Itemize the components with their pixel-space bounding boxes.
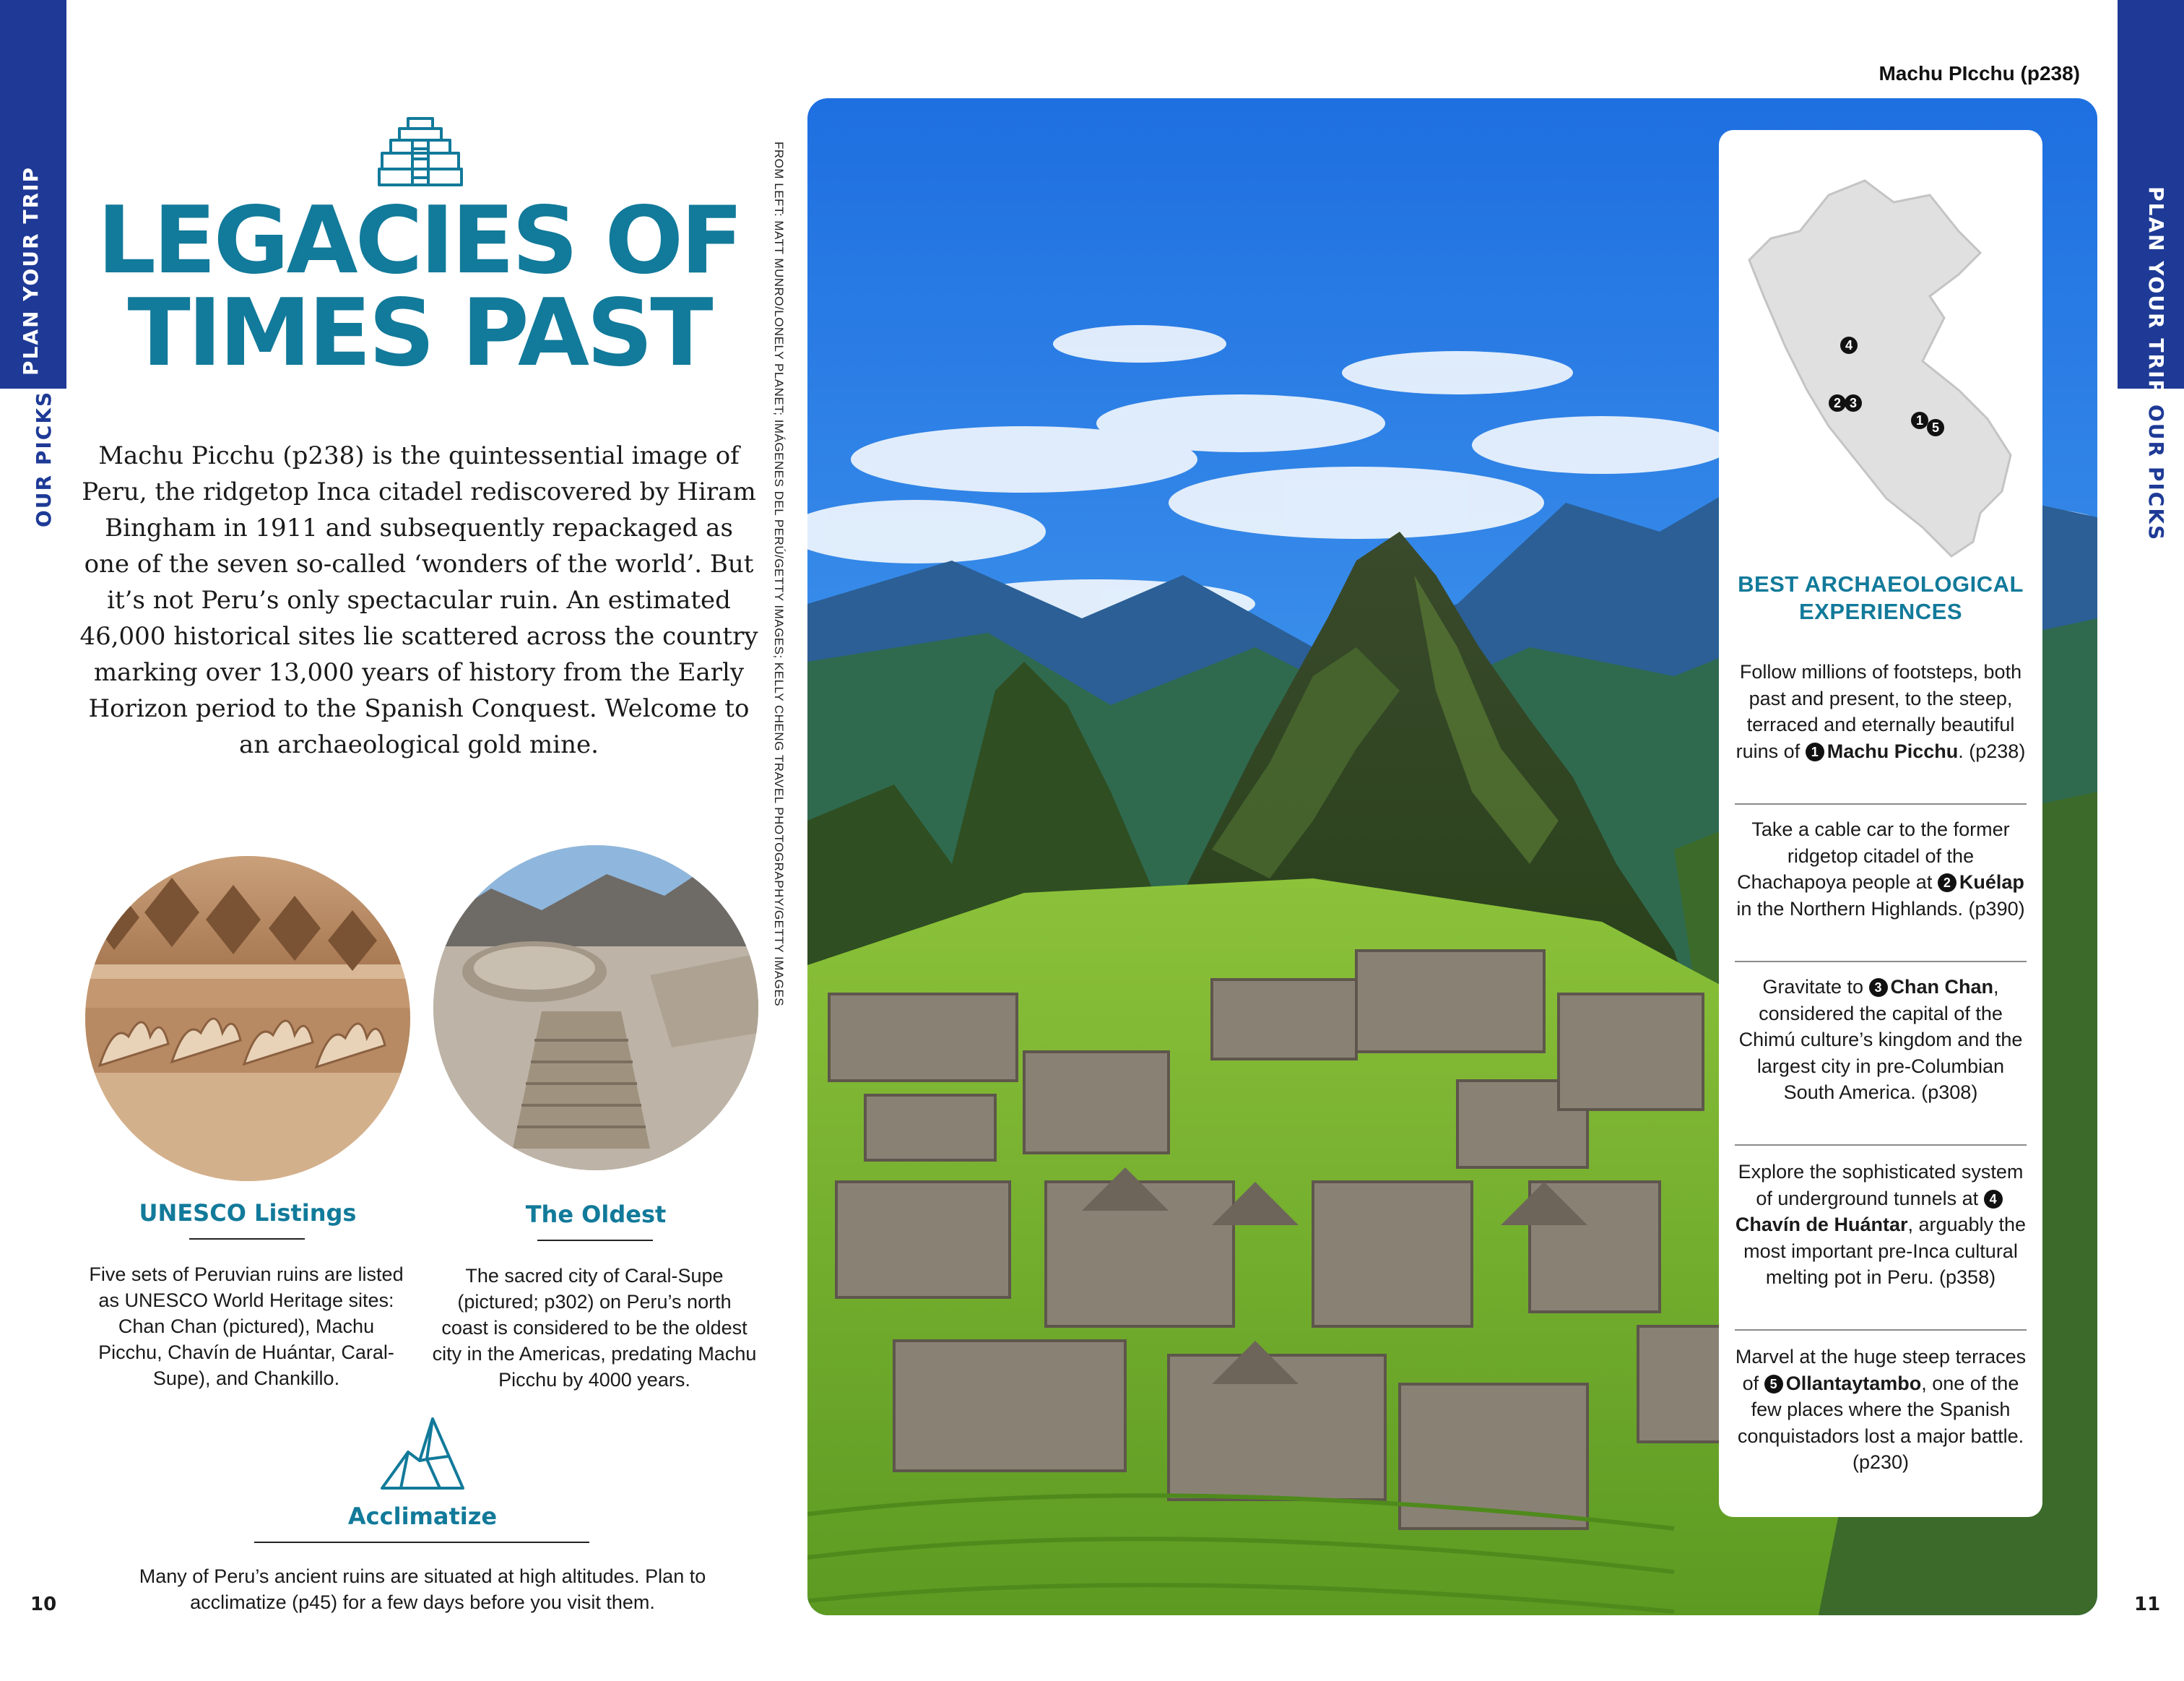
- pick-divider: [1735, 1329, 2027, 1331]
- pick-number-badge: 3: [1869, 978, 1888, 997]
- pick-divider: [1735, 961, 2027, 962]
- map-marker-4: 4: [1845, 338, 1853, 353]
- pick-text: , considered the capital of the Chimú culture’s kingdom and the largest city in pre-Columbian South America. (p308): [1738, 976, 2023, 1103]
- feature-text-unesco: Five sets of Peruvian ruins are listed as UNESCO World Heritage sites: Chan Chan (pictured), Machu Picchu, Chavín de Huántar, Caral-Supe), and Chankillo.: [89, 1263, 404, 1389]
- pick-text: Explore the sophisticated system of underground tunnels at: [1738, 1161, 2024, 1209]
- pick-name: Machu Picchu: [1826, 740, 1959, 762]
- feature-text-oldest: The sacred city of Caral-Supe (pictured; p302) on Peru’s north coast is considered to be the oldest city in the Americas, predating Machu Picchu by 4000 years.: [432, 1265, 757, 1391]
- pick-item-2: [1735, 816, 2027, 922]
- pick-number-badge: 1: [1806, 743, 1824, 761]
- pick-number-badge: 4: [1984, 1190, 2003, 1209]
- map-marker-1: 1: [1915, 413, 1924, 428]
- feature-rule: [537, 1240, 653, 1241]
- pick-item-4: [1735, 1159, 2027, 1291]
- pick-name: Kuélap: [1959, 871, 2024, 893]
- pick-number-badge: 2: [1938, 873, 1956, 892]
- photo-credit: FROM LEFT: MATT MUNRO/LONELY PLANET; IMÁGENES DEL PERÚ/GETTY IMAGES; KELLY CHENG TRAVEL PHOTOGRAPHY/GETTY IMAGES: [772, 142, 786, 1007]
- pick-item-1: [1735, 659, 2027, 764]
- section-tab-label-right: PLAN YOUR TRIP: [2144, 186, 2168, 396]
- page-title-line2: TIMES PAST: [127, 280, 711, 387]
- pick-item-3: [1735, 974, 2027, 1106]
- feature-heading-acclimatize: Acclimatize: [347, 1503, 498, 1530]
- pick-text: in the Northern Highlands. (p390): [1736, 897, 2025, 920]
- pick-name: Ollantaytambo: [1785, 1372, 1922, 1394]
- feature-text-acclimatize: Many of Peru’s ancient ruins are situated at high altitudes. Plan to acclimatize (p45) for a few days before you visit them.: [139, 1565, 706, 1613]
- page-title: [79, 187, 758, 387]
- caral-supe-photo: [433, 845, 758, 1170]
- pick-text: . (p238): [1958, 740, 2026, 762]
- subsection-tab-label-right: OUR PICKS: [2144, 405, 2168, 542]
- pick-text: Gravitate to: [1762, 976, 1863, 998]
- map-marker-5: 5: [1931, 420, 1940, 435]
- feature-rule: [189, 1238, 305, 1240]
- pick-divider: [1735, 803, 2027, 805]
- section-tab-label-left: PLAN YOUR TRIP: [19, 166, 43, 376]
- page-title-line1: LEGACIES OF: [97, 187, 741, 295]
- pick-text: , arguably the most important pre-Inca cultural melting pot in Peru. (p358): [1743, 1214, 2027, 1288]
- pick-item-5: [1735, 1344, 2027, 1476]
- feature-heading-oldest: The Oldest: [525, 1201, 667, 1228]
- pick-text: Follow millions of footsteps, both past and present, to the steep, terraced and eternally beautiful ruins of: [1736, 661, 2022, 762]
- subsection-tab-label-left: OUR PICKS: [32, 390, 56, 527]
- panel-heading: BEST ARCHAEOLOGICAL EXPERIENCES: [1738, 571, 2024, 624]
- map-marker-2: 2: [1833, 396, 1842, 410]
- page-number-right: 11: [2134, 1594, 2161, 1615]
- best-experiences-panel: [1719, 130, 2042, 1517]
- pick-number-badge: 5: [1764, 1375, 1783, 1393]
- intro-paragraph: Machu Picchu (p238) is the quintessential image of Peru, the ridgetop Inca citadel rediscovered by Hiram Bingham in 1911 and subsequently repackaged as one of the seven so-called ‘wonders of the world’. But it’s not Peru’s only spectacular ruin. An estimated 46,000 historical sites lie scattered across the country marking over 13,000 years of history from the Early Horizon period to the Spanish Conquest. Welcome to an archaeological gold mine.: [79, 441, 758, 759]
- pick-divider: [1735, 1144, 2027, 1146]
- feature-rule: [254, 1542, 589, 1543]
- map-marker-3: 3: [1849, 396, 1858, 410]
- mountain-icon: [379, 1416, 466, 1491]
- feature-heading-unesco: UNESCO Listings: [139, 1199, 357, 1227]
- pick-name: Chavín de Huántar: [1735, 1214, 1908, 1235]
- pick-text: Marvel at the huge steep terraces of: [1735, 1346, 2027, 1394]
- temple-icon: [378, 116, 463, 188]
- pick-text: Take a cable car to the former ridgetop citadel of the Chachapoya people at: [1737, 818, 2010, 893]
- pick-text: , one of the few places where the Spanish conquistadors lost a major battle. (p230): [1737, 1372, 2024, 1473]
- pick-name: Chan Chan: [1890, 976, 1994, 998]
- peru-map: [1742, 152, 2019, 600]
- page-number-left: 10: [30, 1594, 57, 1615]
- photo-caption: Machu PIcchu (p238): [1878, 62, 2080, 85]
- chan-chan-carving-photo: [85, 856, 410, 1181]
